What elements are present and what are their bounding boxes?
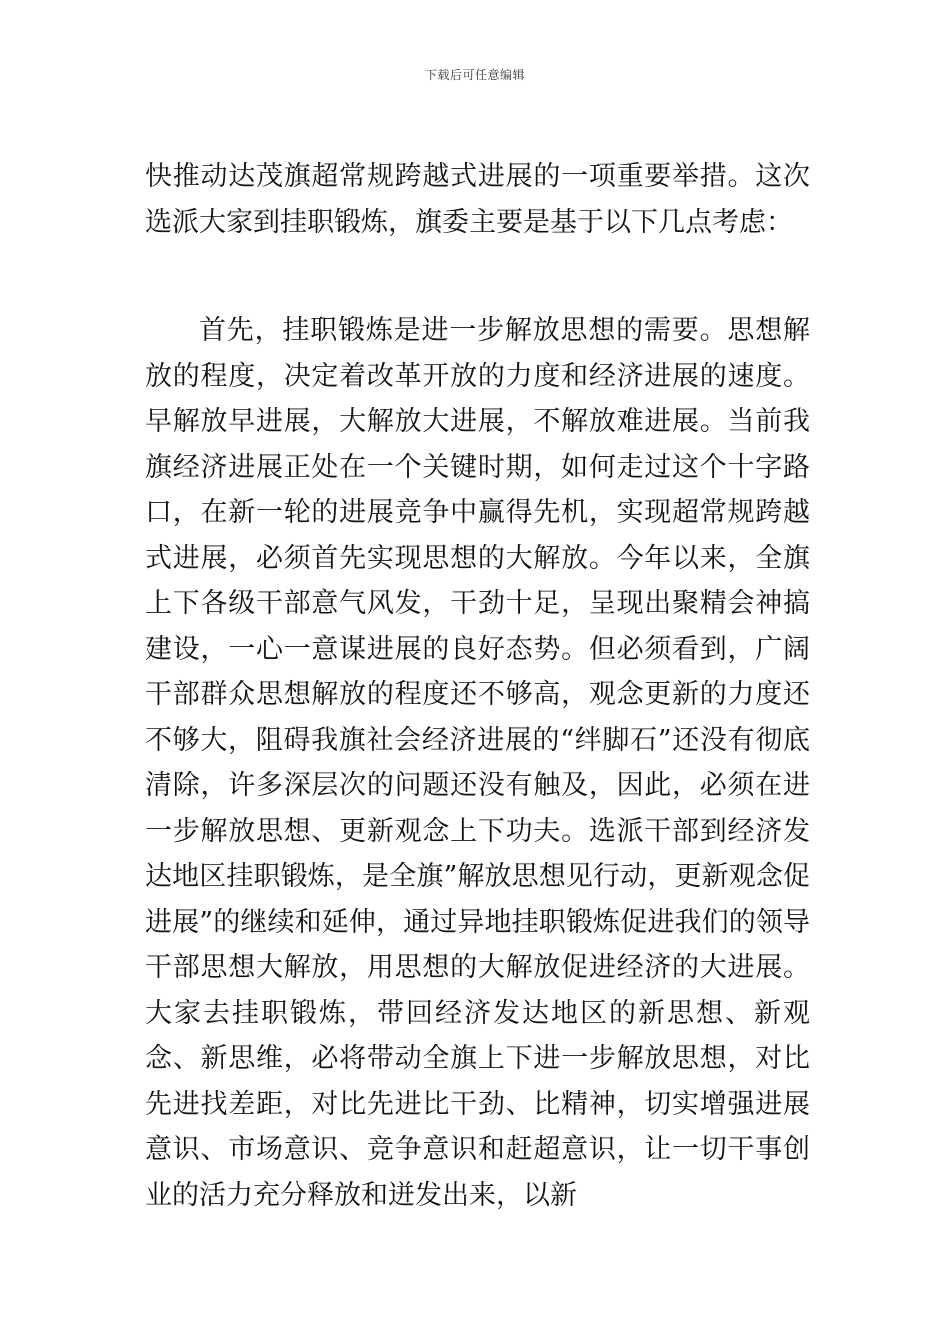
editable-download-note: 下载后可任意编辑 [424, 68, 525, 82]
body-paragraph-intro: 快推动达茂旗超常规跨越式进展的一项重要举措。这次选派大家到挂职锻炼，旗委主要是基于以下几点考虑： [145, 161, 810, 238]
body-paragraph-main: 首先，挂职锻炼是进一步解放思想的需要。思想解放的程度，决定着改革开放的力度和经济进展的速度。早解放早进展，大解放大进展，不解放难进展。当前我旗经济进展正处在一个关键时期，如何走过这个十字路口，在新一轮的进展竞争中赢得先机，实现超常规跨越式进展，必须首先实现思想的大解放。今年以来，全旗上下各级干部意气风发，干劲十足，呈现出聚精会神搞建设，一心一意谋进展的良好态势。但必须看到，广阔干部群众思想解放的程度还不够高，观念更新的力度还不够大，阻碍我旗社会经济进展的“绊脚石”还没有彻底清除，许多深层次的问题还没有触及，因此，必须在进一步解放思想、更新观念上下功夫。选派干部到经济发达地区挂职锻炼，是全旗”解放思想见行动，更新观念促进展”的继续和延伸，通过异地挂职锻炼促进我们的领导干部思想大解放，用思想的大解放促进经济的大进展。大家去挂职锻炼，带回经济发达地区的新思想、新观念、新思维，必将带动全旗上下进一步解放思想，对比先进找差距，对比先进比干劲、比精神，切实增强进展意识、市场意识、竞争意识和赶超意识，让一切干事创业的活力充分释放和迸发出来，以新 [145, 315, 810, 1211]
